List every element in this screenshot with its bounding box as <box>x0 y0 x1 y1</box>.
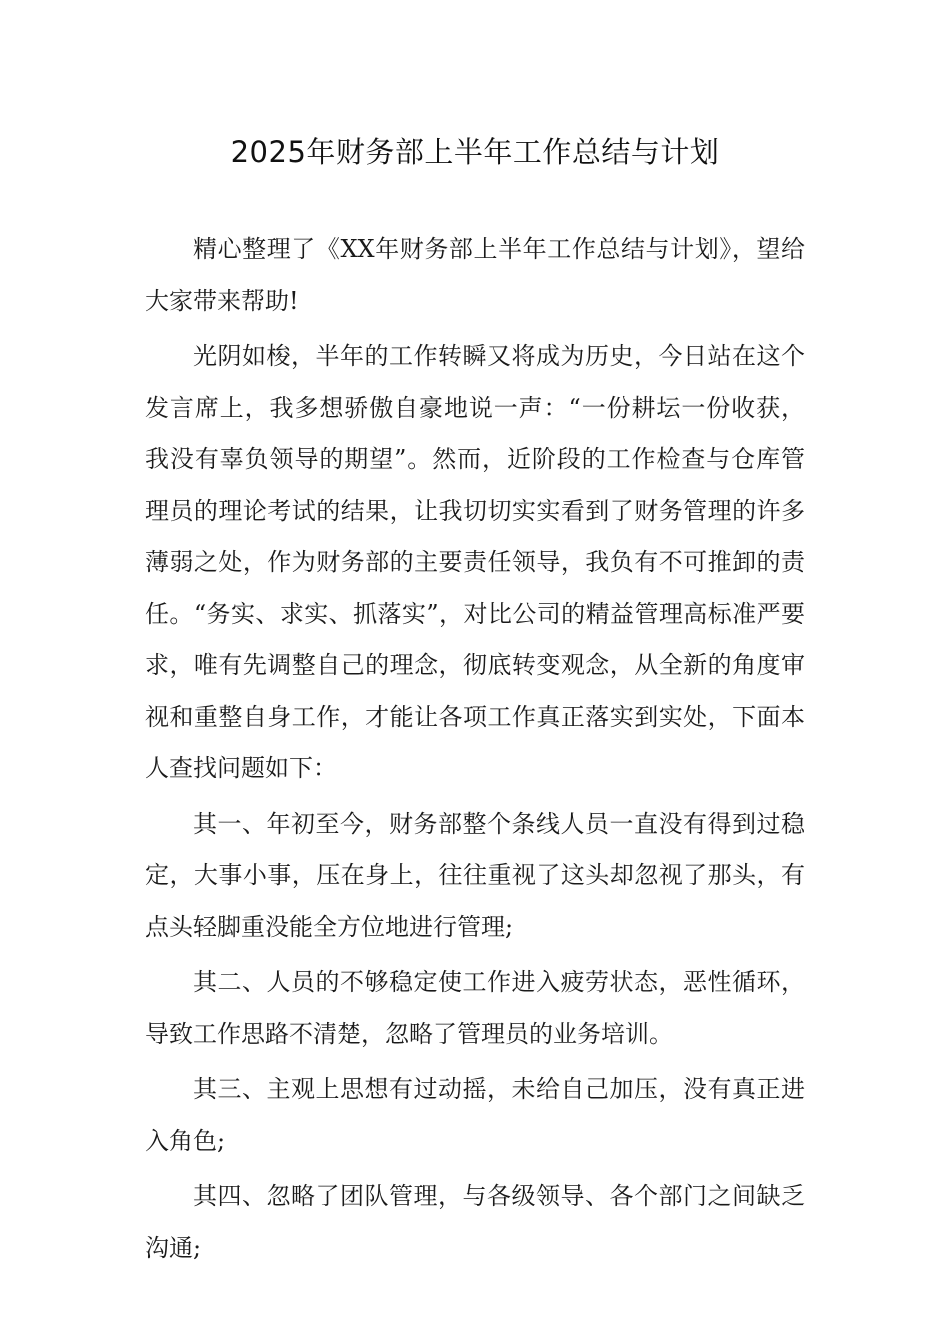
document-body <box>145 224 805 1278</box>
paragraph-problem-3: 其三、主观上思想有过动摇，未给自己加压，没有真正进入角色; <box>145 1075 805 1155</box>
paragraph-problem-4: 其四、忽略了团队管理，与各级领导、各个部门之间缺乏沟通; <box>145 1182 805 1262</box>
paragraph-reflection: 光阴如梭，半年的工作转瞬又将成为历史，今日站在这个发言席上，我多想骄傲自豪地说一声：“一份耕坛一份收获，我没有辜负领导的期望”。然而，近阶段的工作检查与仓库管理员的理论考试的结果，让我切切实实看到了财务管理的许多薄弱之处，作为财务部的主要责任领导，我负有不可推卸的责任。“务实、求实、抓落实”，对比公司的精益管理高标准严要求，唯有先调整自己的理念，彻底转变观念，从全新的角度审视和重整自身工作，才能让各项工作真正落实到实处，下面本人查找问题如下： <box>145 342 805 782</box>
paragraph-problem-1: 其一、年初至今，财务部整个条线人员一直没有得到过稳定，大事小事，压在身上，往往重视了这头却忽视了那头，有点头轻脚重没能全方位地进行管理; <box>145 809 805 941</box>
paragraph-problem-2: 其二、人员的不够稳定使工作进入疲劳状态，恶性循环，导致工作思路不清楚，忽略了管理员的业务培训。 <box>145 968 805 1048</box>
paragraph-intro: 精心整理了《XX年财务部上半年工作总结与计划》，望给大家带来帮助! <box>145 235 805 315</box>
document-title: 2025年财务部上半年工作总结与计划 <box>230 135 720 169</box>
